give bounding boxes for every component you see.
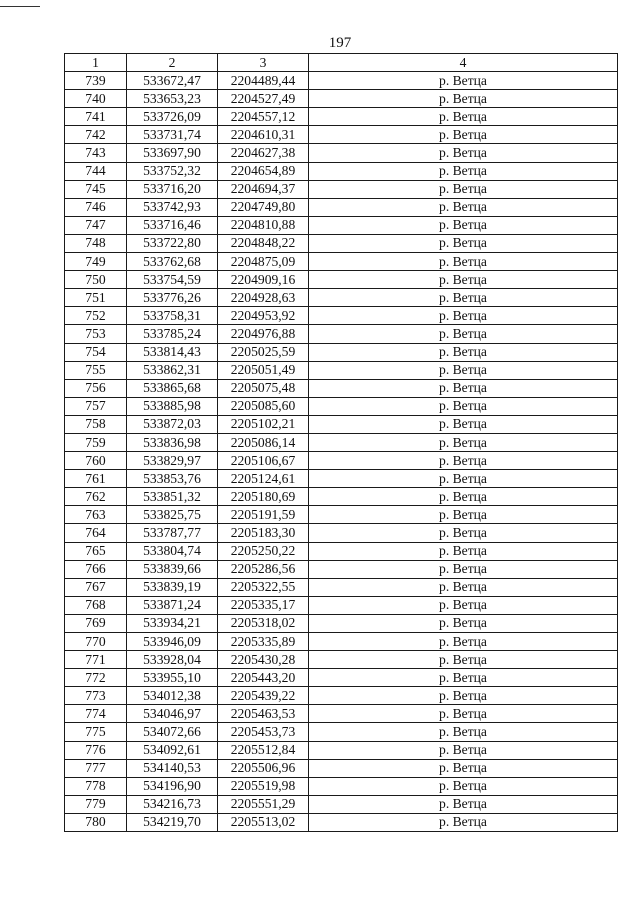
x-coordinate-cell: 533955,10 (127, 669, 218, 687)
object-name-cell: р. Ветца (309, 470, 618, 488)
point-number-cell: 746 (65, 198, 127, 216)
point-number-cell: 751 (65, 289, 127, 307)
point-number-cell: 763 (65, 506, 127, 524)
point-number-cell: 744 (65, 162, 127, 180)
header-col-3: 3 (218, 54, 309, 72)
table-row (65, 578, 618, 596)
header-col-2: 2 (127, 54, 218, 72)
object-name-cell: р. Ветца (309, 795, 618, 813)
x-coordinate-cell: 533885,98 (127, 397, 218, 415)
object-name-cell: р. Ветца (309, 614, 618, 632)
object-name-cell: р. Ветца (309, 415, 618, 433)
object-name-cell: р. Ветца (309, 253, 618, 271)
y-coordinate-cell: 2205453,73 (218, 723, 309, 741)
object-name-cell: р. Ветца (309, 651, 618, 669)
y-coordinate-cell: 2205506,96 (218, 759, 309, 777)
object-name-cell: р. Ветца (309, 379, 618, 397)
table-row (65, 379, 618, 397)
table-row (65, 813, 618, 831)
object-name-cell: р. Ветца (309, 289, 618, 307)
object-name-cell: р. Ветца (309, 307, 618, 325)
object-name-cell: р. Ветца (309, 144, 618, 162)
point-number-cell: 767 (65, 578, 127, 596)
object-name-cell: р. Ветца (309, 433, 618, 451)
page-number: 197 (328, 35, 352, 51)
x-coordinate-cell: 533731,74 (127, 126, 218, 144)
x-coordinate-cell: 534092,61 (127, 741, 218, 759)
x-coordinate-cell: 533697,90 (127, 144, 218, 162)
x-coordinate-cell: 533853,76 (127, 470, 218, 488)
point-number-cell: 750 (65, 271, 127, 289)
point-number-cell: 753 (65, 325, 127, 343)
object-name-cell: р. Ветца (309, 216, 618, 234)
table-row (65, 90, 618, 108)
object-name-cell: р. Ветца (309, 687, 618, 705)
point-number-cell: 762 (65, 488, 127, 506)
table-row (65, 542, 618, 560)
object-name-cell: р. Ветца (309, 542, 618, 560)
y-coordinate-cell: 2205430,28 (218, 651, 309, 669)
header-col-1: 1 (65, 54, 127, 72)
x-coordinate-cell: 533754,59 (127, 271, 218, 289)
y-coordinate-cell: 2205335,89 (218, 633, 309, 651)
y-coordinate-cell: 2205513,02 (218, 813, 309, 831)
point-number-cell: 756 (65, 379, 127, 397)
table-row (65, 651, 618, 669)
point-number-cell: 755 (65, 361, 127, 379)
object-name-cell: р. Ветца (309, 162, 618, 180)
object-name-cell: р. Ветца (309, 723, 618, 741)
y-coordinate-cell: 2204557,12 (218, 108, 309, 126)
point-number-cell: 742 (65, 126, 127, 144)
y-coordinate-cell: 2204928,63 (218, 289, 309, 307)
x-coordinate-cell: 534219,70 (127, 813, 218, 831)
point-number-cell: 749 (65, 253, 127, 271)
table-row (65, 144, 618, 162)
object-name-cell: р. Ветца (309, 180, 618, 198)
y-coordinate-cell: 2205551,29 (218, 795, 309, 813)
y-coordinate-cell: 2204527,49 (218, 90, 309, 108)
y-coordinate-cell: 2205025,59 (218, 343, 309, 361)
table-row (65, 433, 618, 451)
object-name-cell: р. Ветца (309, 325, 618, 343)
y-coordinate-cell: 2205519,98 (218, 777, 309, 795)
object-name-cell: р. Ветца (309, 705, 618, 723)
table-row (65, 198, 618, 216)
x-coordinate-cell: 533865,68 (127, 379, 218, 397)
x-coordinate-cell: 533825,75 (127, 506, 218, 524)
object-name-cell: р. Ветца (309, 90, 618, 108)
y-coordinate-cell: 2204694,37 (218, 180, 309, 198)
object-name-cell: р. Ветца (309, 506, 618, 524)
y-coordinate-cell: 2204909,16 (218, 271, 309, 289)
y-coordinate-cell: 2204610,31 (218, 126, 309, 144)
table-row (65, 307, 618, 325)
x-coordinate-cell: 533742,93 (127, 198, 218, 216)
point-number-cell: 776 (65, 741, 127, 759)
scan-corner-mark (0, 6, 40, 7)
table-row (65, 741, 618, 759)
x-coordinate-cell: 533836,98 (127, 433, 218, 451)
x-coordinate-cell: 534046,97 (127, 705, 218, 723)
y-coordinate-cell: 2205085,60 (218, 397, 309, 415)
table-row (65, 633, 618, 651)
x-coordinate-cell: 533722,80 (127, 234, 218, 252)
table-row (65, 506, 618, 524)
object-name-cell: р. Ветца (309, 271, 618, 289)
x-coordinate-cell: 533758,31 (127, 307, 218, 325)
x-coordinate-cell: 534216,73 (127, 795, 218, 813)
y-coordinate-cell: 2205463,53 (218, 705, 309, 723)
y-coordinate-cell: 2205051,49 (218, 361, 309, 379)
x-coordinate-cell: 533862,31 (127, 361, 218, 379)
y-coordinate-cell: 2205124,61 (218, 470, 309, 488)
table-row (65, 524, 618, 542)
object-name-cell: р. Ветца (309, 578, 618, 596)
point-number-cell: 772 (65, 669, 127, 687)
y-coordinate-cell: 2205335,17 (218, 596, 309, 614)
table-row (65, 470, 618, 488)
object-name-cell: р. Ветца (309, 397, 618, 415)
y-coordinate-cell: 2204627,38 (218, 144, 309, 162)
y-coordinate-cell: 2204489,44 (218, 72, 309, 90)
point-number-cell: 779 (65, 795, 127, 813)
point-number-cell: 747 (65, 216, 127, 234)
table-row (65, 415, 618, 433)
table-row (65, 795, 618, 813)
point-number-cell: 775 (65, 723, 127, 741)
table-row (65, 361, 618, 379)
y-coordinate-cell: 2204976,88 (218, 325, 309, 343)
y-coordinate-cell: 2205439,22 (218, 687, 309, 705)
x-coordinate-cell: 533872,03 (127, 415, 218, 433)
table-row (65, 723, 618, 741)
table-row (65, 216, 618, 234)
x-coordinate-cell: 534072,66 (127, 723, 218, 741)
x-coordinate-cell: 533716,46 (127, 216, 218, 234)
point-number-cell: 765 (65, 542, 127, 560)
point-number-cell: 773 (65, 687, 127, 705)
x-coordinate-cell: 534140,53 (127, 759, 218, 777)
header-row (65, 54, 618, 72)
x-coordinate-cell: 533762,68 (127, 253, 218, 271)
y-coordinate-cell: 2205250,22 (218, 542, 309, 560)
x-coordinate-cell: 533785,24 (127, 325, 218, 343)
x-coordinate-cell: 533804,74 (127, 542, 218, 560)
x-coordinate-cell: 533672,47 (127, 72, 218, 90)
point-number-cell: 741 (65, 108, 127, 126)
point-number-cell: 777 (65, 759, 127, 777)
point-number-cell: 771 (65, 651, 127, 669)
table-row (65, 234, 618, 252)
point-number-cell: 774 (65, 705, 127, 723)
object-name-cell: р. Ветца (309, 361, 618, 379)
point-number-cell: 780 (65, 813, 127, 831)
y-coordinate-cell: 2205322,55 (218, 578, 309, 596)
y-coordinate-cell: 2204810,88 (218, 216, 309, 234)
object-name-cell: р. Ветца (309, 72, 618, 90)
y-coordinate-cell: 2205183,30 (218, 524, 309, 542)
table-row (65, 397, 618, 415)
point-number-cell: 740 (65, 90, 127, 108)
point-number-cell: 769 (65, 614, 127, 632)
x-coordinate-cell: 533814,43 (127, 343, 218, 361)
object-name-cell: р. Ветца (309, 108, 618, 126)
object-name-cell: р. Ветца (309, 669, 618, 687)
table-row (65, 669, 618, 687)
table-body (65, 72, 618, 832)
y-coordinate-cell: 2204875,09 (218, 253, 309, 271)
object-name-cell: р. Ветца (309, 126, 618, 144)
point-number-cell: 760 (65, 452, 127, 470)
point-number-cell: 748 (65, 234, 127, 252)
table-row (65, 687, 618, 705)
x-coordinate-cell: 533653,23 (127, 90, 218, 108)
table-header (65, 54, 618, 72)
x-coordinate-cell: 533829,97 (127, 452, 218, 470)
y-coordinate-cell: 2204848,22 (218, 234, 309, 252)
object-name-cell: р. Ветца (309, 234, 618, 252)
y-coordinate-cell: 2205102,21 (218, 415, 309, 433)
table-row (65, 271, 618, 289)
x-coordinate-cell: 533716,20 (127, 180, 218, 198)
object-name-cell: р. Ветца (309, 759, 618, 777)
x-coordinate-cell: 533776,26 (127, 289, 218, 307)
point-number-cell: 739 (65, 72, 127, 90)
table-row (65, 777, 618, 795)
y-coordinate-cell: 2205191,59 (218, 506, 309, 524)
point-number-cell: 757 (65, 397, 127, 415)
object-name-cell: р. Ветца (309, 488, 618, 506)
object-name-cell: р. Ветца (309, 596, 618, 614)
point-number-cell: 754 (65, 343, 127, 361)
point-number-cell: 768 (65, 596, 127, 614)
object-name-cell: р. Ветца (309, 343, 618, 361)
table-row (65, 325, 618, 343)
y-coordinate-cell: 2205443,20 (218, 669, 309, 687)
table-row (65, 759, 618, 777)
y-coordinate-cell: 2205512,84 (218, 741, 309, 759)
object-name-cell: р. Ветца (309, 560, 618, 578)
point-number-cell: 743 (65, 144, 127, 162)
object-name-cell: р. Ветца (309, 524, 618, 542)
x-coordinate-cell: 533726,09 (127, 108, 218, 126)
x-coordinate-cell: 533839,19 (127, 578, 218, 596)
y-coordinate-cell: 2205286,56 (218, 560, 309, 578)
table-row (65, 108, 618, 126)
object-name-cell: р. Ветца (309, 198, 618, 216)
table-row (65, 253, 618, 271)
x-coordinate-cell: 533871,24 (127, 596, 218, 614)
y-coordinate-cell: 2205318,02 (218, 614, 309, 632)
object-name-cell: р. Ветца (309, 452, 618, 470)
x-coordinate-cell: 534012,38 (127, 687, 218, 705)
point-number-cell: 766 (65, 560, 127, 578)
table-row (65, 560, 618, 578)
y-coordinate-cell: 2204953,92 (218, 307, 309, 325)
point-number-cell: 761 (65, 470, 127, 488)
point-number-cell: 752 (65, 307, 127, 325)
table-row (65, 126, 618, 144)
point-number-cell: 764 (65, 524, 127, 542)
table-row (65, 289, 618, 307)
x-coordinate-cell: 533839,66 (127, 560, 218, 578)
table-row (65, 72, 618, 90)
table-row (65, 162, 618, 180)
object-name-cell: р. Ветца (309, 633, 618, 651)
y-coordinate-cell: 2205075,48 (218, 379, 309, 397)
y-coordinate-cell: 2205086,14 (218, 433, 309, 451)
table-row (65, 614, 618, 632)
x-coordinate-cell: 533946,09 (127, 633, 218, 651)
point-number-cell: 770 (65, 633, 127, 651)
table-row (65, 452, 618, 470)
point-number-cell: 758 (65, 415, 127, 433)
table-row (65, 343, 618, 361)
coordinates-table (64, 53, 618, 832)
y-coordinate-cell: 2204749,80 (218, 198, 309, 216)
point-number-cell: 745 (65, 180, 127, 198)
table-row (65, 488, 618, 506)
object-name-cell: р. Ветца (309, 813, 618, 831)
point-number-cell: 778 (65, 777, 127, 795)
x-coordinate-cell: 533787,77 (127, 524, 218, 542)
point-number-cell: 759 (65, 433, 127, 451)
header-col-4: 4 (309, 54, 618, 72)
x-coordinate-cell: 534196,90 (127, 777, 218, 795)
y-coordinate-cell: 2205106,67 (218, 452, 309, 470)
object-name-cell: р. Ветца (309, 777, 618, 795)
y-coordinate-cell: 2205180,69 (218, 488, 309, 506)
x-coordinate-cell: 533928,04 (127, 651, 218, 669)
y-coordinate-cell: 2204654,89 (218, 162, 309, 180)
object-name-cell: р. Ветца (309, 741, 618, 759)
table-row (65, 180, 618, 198)
x-coordinate-cell: 533752,32 (127, 162, 218, 180)
table-row (65, 596, 618, 614)
table-row (65, 705, 618, 723)
x-coordinate-cell: 533934,21 (127, 614, 218, 632)
x-coordinate-cell: 533851,32 (127, 488, 218, 506)
